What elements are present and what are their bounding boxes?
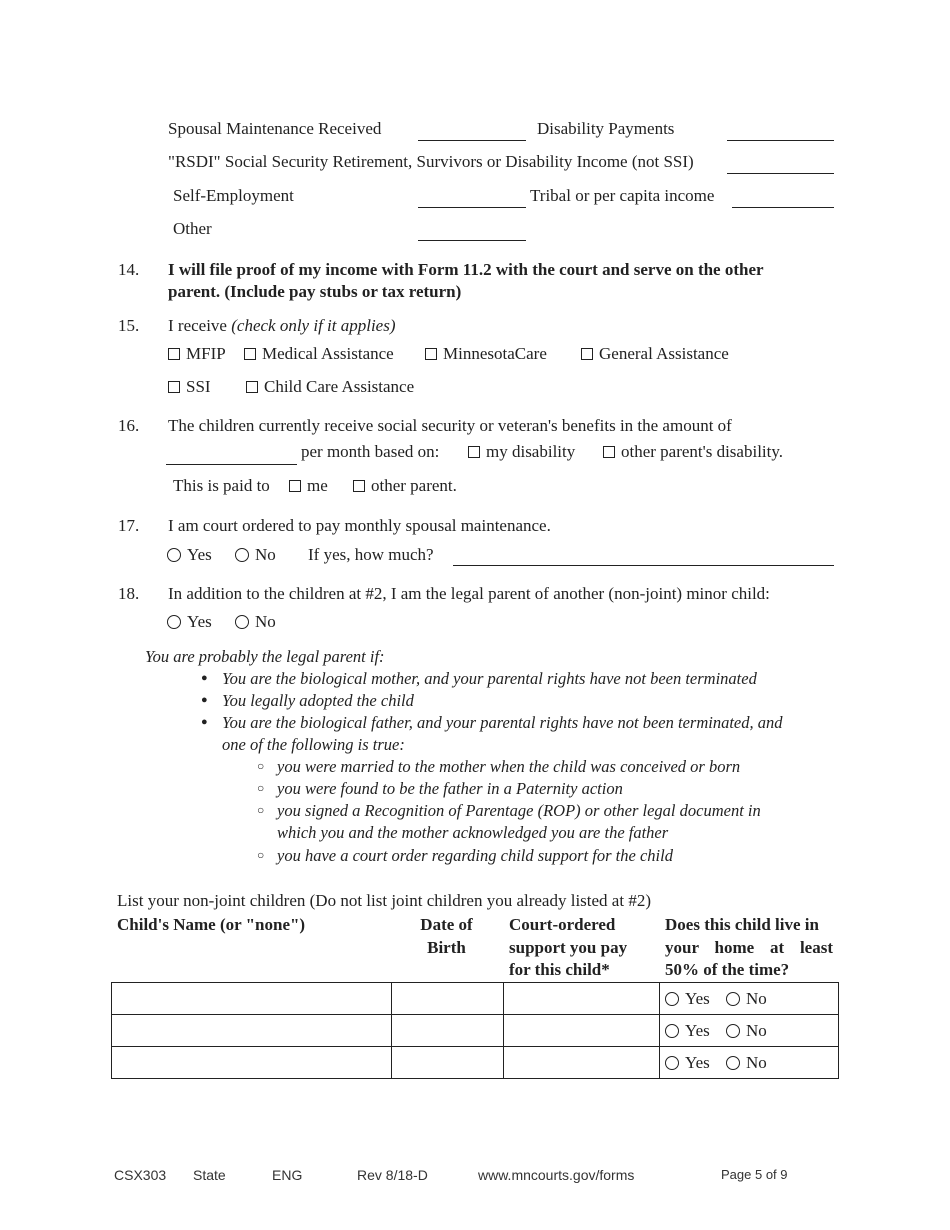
child-support-cell[interactable] [504, 983, 660, 1015]
footer-revision: Rev 8/18-D [357, 1167, 428, 1183]
col-header-name: Child's Name (or "none") [117, 915, 306, 934]
checkbox-icon[interactable] [246, 381, 258, 393]
footer-form-number: CSX303 [114, 1167, 167, 1183]
radio-icon[interactable] [665, 1056, 679, 1070]
q14-number: 14. [118, 260, 140, 279]
legal-parent-sub2: you were found to be the father in a Paternity action [277, 779, 623, 798]
q14-line2: parent. (Include pay stubs or tax return) [168, 282, 462, 301]
q16-line1: The children currently receive social security or veteran's benefits in the amount of [168, 416, 732, 435]
bullet-icon: ● [201, 694, 208, 706]
child-lives-cell [660, 1015, 839, 1047]
legal-parent-bullet3-line1: You are the biological father, and your parental rights have not been terminated, and [222, 713, 783, 732]
child-support-cell[interactable] [504, 1015, 660, 1047]
q15-option-mfip[interactable]: MFIP [168, 344, 226, 364]
table-row [112, 1047, 839, 1079]
radio-icon[interactable] [235, 548, 249, 562]
q18-yes-option[interactable]: Yes [167, 612, 212, 632]
checkbox-icon[interactable] [468, 446, 480, 458]
footer-state: State [193, 1167, 226, 1183]
footer-page-number: Page 5 of 9 [721, 1167, 788, 1182]
table-intro: List your non-joint children (Do not list joint children you already listed at #2) [117, 891, 651, 910]
checkbox-icon[interactable] [353, 480, 365, 492]
legal-parent-sub1: you were married to the mother when the child was conceived or born [277, 757, 741, 776]
child-lives-cell [660, 983, 839, 1015]
radio-icon[interactable] [665, 1024, 679, 1038]
child-dob-cell[interactable] [392, 983, 504, 1015]
legal-parent-intro: You are probably the legal parent if: [145, 647, 385, 666]
col-header-support: Court-ordered support you pay for this child* [509, 915, 628, 979]
income-disability-label: Disability Payments [537, 119, 675, 138]
income-rsdi-field[interactable] [727, 173, 834, 174]
no-option[interactable]: No [726, 1053, 767, 1072]
q16-amount-field[interactable] [166, 464, 297, 465]
non-joint-children-table [111, 982, 839, 1079]
q15-note: (check only if it applies) [231, 316, 396, 335]
q16-option-me[interactable]: me [289, 476, 328, 496]
bullet-icon: ● [201, 672, 208, 684]
q17-how-much-label: If yes, how much? [308, 545, 434, 564]
q15-number: 15. [118, 316, 140, 335]
q15-option-ssi[interactable]: SSI [168, 377, 211, 397]
q15-text: I receive [168, 316, 227, 335]
child-lives-cell [660, 1047, 839, 1079]
child-support-cell[interactable] [504, 1047, 660, 1079]
income-disability-field[interactable] [727, 140, 834, 141]
income-other-field[interactable] [418, 240, 526, 241]
bullet-icon: ● [201, 716, 208, 728]
no-option[interactable]: No [726, 1021, 767, 1040]
no-option[interactable]: No [726, 989, 767, 1008]
circle-bullet-icon: ○ [257, 848, 265, 862]
income-spousal-field[interactable] [418, 140, 526, 141]
q16-option-my-disability[interactable]: my disability [468, 442, 575, 462]
q14-line1: I will file proof of my income with Form 11.2 with the court and serve on the other [168, 260, 764, 279]
child-name-cell[interactable] [112, 983, 392, 1015]
legal-parent-sub4: you have a court order regarding child support for the child [277, 846, 673, 865]
col-header-lives-with: Does this child live in your home at least 50% of the time? [665, 915, 833, 979]
q17-text: I am court ordered to pay monthly spousal maintenance. [168, 516, 551, 535]
circle-bullet-icon: ○ [257, 781, 265, 795]
q17-amount-field[interactable] [453, 565, 834, 566]
legal-parent-bullet2: You legally adopted the child [222, 691, 414, 710]
q16-per-month: per month based on: [301, 442, 440, 461]
child-dob-cell[interactable] [392, 1015, 504, 1047]
footer-language: ENG [272, 1167, 303, 1183]
circle-bullet-icon: ○ [257, 759, 265, 773]
yes-option[interactable]: Yes [665, 1053, 710, 1072]
q16-number: 16. [118, 416, 140, 435]
q17-number: 17. [118, 516, 140, 535]
radio-icon[interactable] [726, 992, 740, 1006]
q15-option-general-assistance[interactable]: General Assistance [581, 344, 729, 364]
q18-text: In addition to the children at #2, I am the legal parent of another (non-joint) minor child: [168, 584, 770, 603]
child-name-cell[interactable] [112, 1047, 392, 1079]
checkbox-icon[interactable] [581, 348, 593, 360]
table-row [112, 983, 839, 1015]
checkbox-icon[interactable] [168, 381, 180, 393]
legal-parent-sub3-line1: you signed a Recognition of Parentage (ROP) or other legal document in [277, 801, 761, 820]
income-self-employment-label: Self-Employment [173, 186, 294, 205]
yes-option[interactable]: Yes [665, 989, 710, 1008]
q18-no-option[interactable]: No [235, 612, 276, 632]
q17-yes-option[interactable]: Yes [167, 545, 212, 565]
income-spousal-label: Spousal Maintenance Received [168, 119, 382, 138]
radio-icon[interactable] [726, 1024, 740, 1038]
checkbox-icon[interactable] [603, 446, 615, 458]
legal-parent-bullet1: You are the biological mother, and your parental rights have not been terminated [222, 669, 757, 688]
footer-url: www.mncourts.gov/forms [478, 1167, 635, 1183]
q16-paid-to: This is paid to [173, 476, 270, 495]
checkbox-icon[interactable] [425, 348, 437, 360]
checkbox-icon[interactable] [244, 348, 256, 360]
q15-prompt [168, 316, 396, 336]
legal-parent-bullet3-line2: one of the following is true: [222, 735, 405, 754]
q15-option-medical-assistance[interactable]: Medical Assistance [244, 344, 394, 364]
q15-option-minnesotacare[interactable]: MinnesotaCare [425, 344, 547, 364]
radio-icon[interactable] [167, 548, 181, 562]
income-self-employment-field[interactable] [418, 207, 526, 208]
checkbox-icon[interactable] [289, 480, 301, 492]
radio-icon[interactable] [167, 615, 181, 629]
circle-bullet-icon: ○ [257, 803, 265, 817]
q17-no-option[interactable]: No [235, 545, 276, 565]
radio-icon[interactable] [726, 1056, 740, 1070]
col-header-dob: Date of Birth [420, 915, 473, 957]
yes-option[interactable]: Yes [665, 1021, 710, 1040]
income-tribal-label: Tribal or per capita income [530, 186, 715, 205]
child-dob-cell[interactable] [392, 1047, 504, 1079]
radio-icon[interactable] [665, 992, 679, 1006]
q16-option-other-parent[interactable]: other parent. [353, 476, 457, 496]
child-name-cell[interactable] [112, 1015, 392, 1047]
radio-icon[interactable] [235, 615, 249, 629]
income-other-label: Other [173, 219, 212, 238]
legal-parent-sub3-line2: which you and the mother acknowledged you are the father [277, 823, 669, 842]
income-tribal-field[interactable] [732, 207, 834, 208]
q16-option-other-disability[interactable]: other parent's disability. [603, 442, 783, 462]
q15-option-child-care-assistance[interactable]: Child Care Assistance [246, 377, 414, 397]
checkbox-icon[interactable] [168, 348, 180, 360]
q18-number: 18. [118, 584, 140, 603]
income-rsdi-label: "RSDI" Social Security Retirement, Survivors or Disability Income (not SSI) [168, 152, 694, 171]
table-row [112, 1015, 839, 1047]
